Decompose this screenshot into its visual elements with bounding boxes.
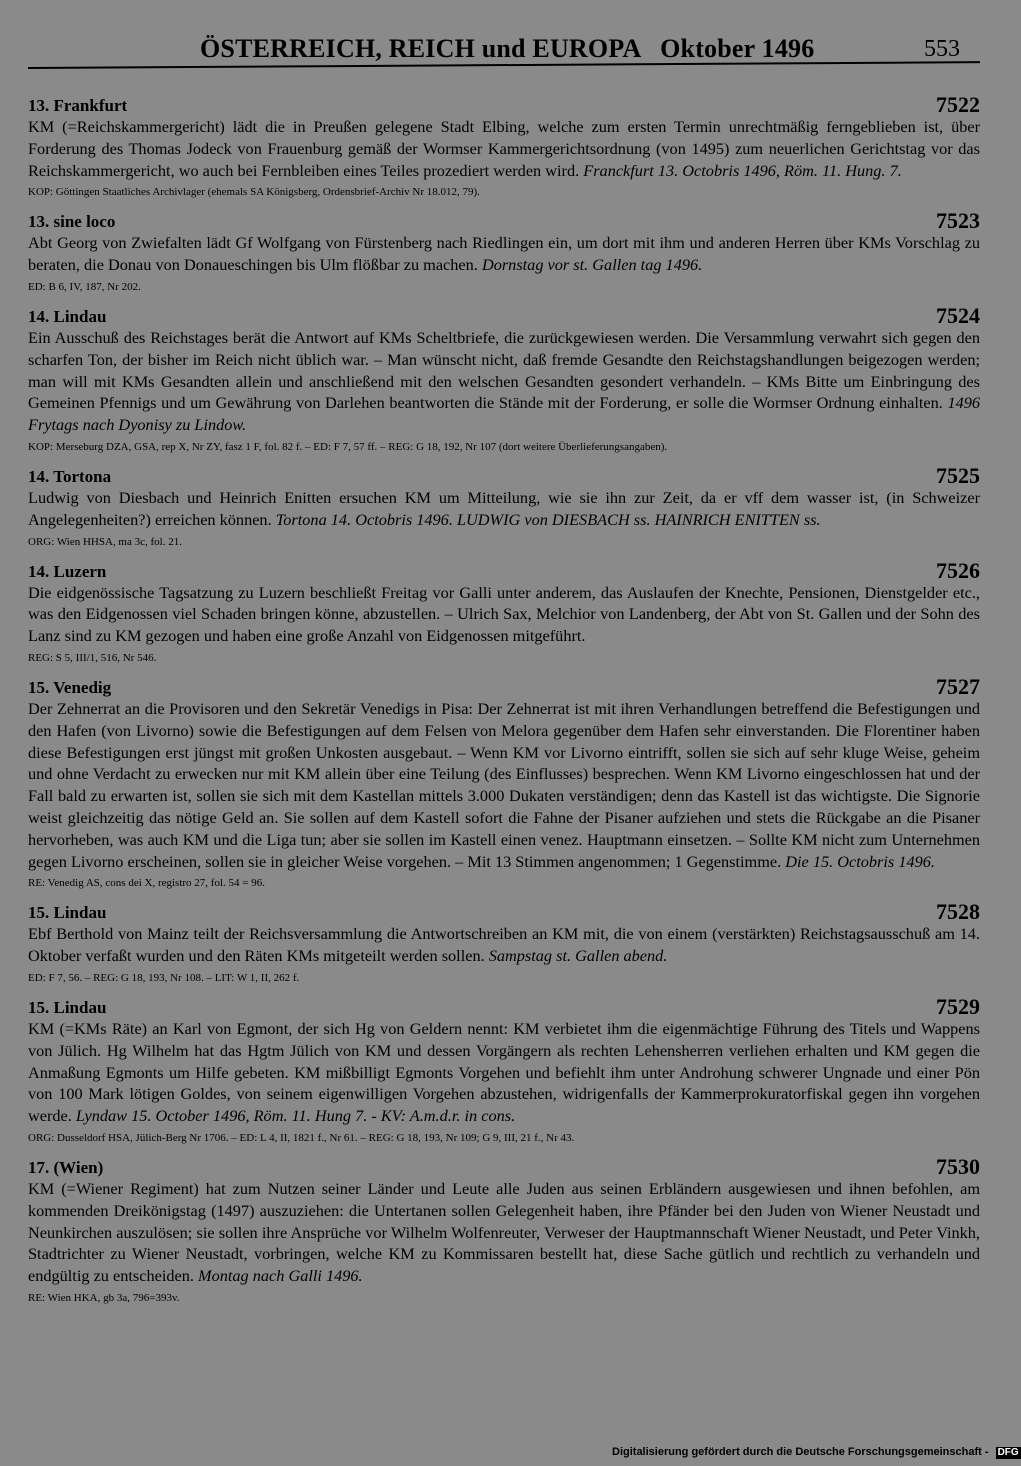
- entry-source: KOP: Göttingen Staatliches Archivlager (ehemals SA Königsberg, Ordensbrief-Archiv Nr 18.012, 79).: [28, 186, 480, 199]
- digitization-credit: [612, 1446, 1021, 1459]
- entry-date: 14. Luzern: [28, 561, 107, 581]
- regest-entry: [28, 92, 980, 200]
- regest-entry: [28, 674, 980, 891]
- regest-entry: [28, 303, 980, 455]
- credit-text: Digitalisierung gefördert durch die Deutsche Forschungsgemeinschaft -: [612, 1446, 989, 1458]
- page-number: 553: [924, 36, 960, 62]
- entry-body: KM (=Wiener Regiment) hat zum Nutzen seiner Länder und Leute alle Juden aus seinen Erbländern ausgewiesen und ihnen befohlen, am kommenden Dreikönigstag (1497) auszuziehen: die Untertanen sollen Gelegenheit haben, ihre Pfänder bei den Juden von Wiener Neustadt und Neunkirchen auszulösen; sie sollen ihre Ansprüche vor Wilhelm Wolfenreuter, Verweser der Hauptmannschaft Wiener Neustadt, und Peter Vinkh, Stadtrichter zu Wiener Neustadt, vorbringen, welche KM zu Kommissaren bestellt hat, diese Sache gütlich und rechtlich zu verhandeln und endgültig zu entscheiden.: [28, 1178, 980, 1286]
- entry-number: 7524: [936, 302, 980, 328]
- entry-body: KM (=KMs Räte) an Karl von Egmont, der sich Hg von Geldern nennt: KM verbietet ihm die eigenmächtige Führung des Titels und Wappens von Jülich. Hg Wilhelm hat das Hgtm Jülich von KM und dessen Vorgängern als rechten Lehensherren verliehen erhalten und KM gegen die Anmaßung Egmonts um Hilfe gebeten. KM mißbilligt Egmonts Vorgehen und befiehlt ihm unter Androhung schwerer Ungnade und einer Pön von 100 Mark lötigen Goldes, von seinem eigenwilligen Vorgehen abzustehen, widrigenfalls der Kammerprokuratorfiskal gegen ihn vorgehen werde.: [28, 1018, 980, 1126]
- entry-source: RE: Wien HKA, gb 3a, 796=393v.: [28, 1291, 180, 1304]
- entry-date: 14. Tortona: [28, 466, 112, 486]
- entry-body: Der Zehnerrat an die Provisoren und den Sekretär Venedigs in Pisa: Der Zehnerrat ist mit ihren Verhandlungen betreffend die Befestigungen und den Hafen (von Livorno) sowie die Befestigungen auf dem Felsen von Melora gegenüber dem Hafen sehr einverstanden. Die Florentiner haben diese Befestigungen erst jüngst mit großen Unkosten ausgebaut. – Wenn KM vor Livorno eintrifft, sollen sie sich auf sehr kluge Weise, geheim und ohne Verdacht zu erwecken nur mit KM allein über eine Teilung (des Einflusses) besprechen. Wenn KM Livorno eingeschlossen hat und der Fall bald zu erwarten ist, sollen sie sich mit dem Kastellan mittels 3.000 Dukaten verständigen; denn das Kastell ist das wichtigste. Die Signorie weist gleichzeitig das nötige Geld an. Sie sollen auf dem Kastell sofort die Fahne der Pisaner aufziehen und stets die Rückgabe an die Pisaner hervorheben, was auch KM und die Liga tun; aber sie sollen im Kastell einen venez. Hauptmann einsetzen. – Sollte KM nicht zum Unternehmen gegen Livorno erscheinen, sollen sie in gleicher Weise vorgehen. – Mit 13 Stimmen angenommen; 1 Gegenstimme.: [28, 698, 980, 871]
- entry-source: RE: Venedig AS, cons dei X, registro 27, fol. 54 = 96.: [28, 877, 265, 890]
- entry-text: [28, 698, 980, 872]
- regest-entry: [28, 994, 980, 1146]
- entry-source: KOP: Merseburg DZA, GSA, rep X, Nr ZY, fasz 1 F, fol. 82 f. – ED: F 7, 57 ff. – REG: G 18, 192, Nr 107 (dort weitere Überlieferungsangaben).: [28, 440, 668, 453]
- entry-date: 14. Lindau: [28, 306, 107, 326]
- entry-closing: Tortona 14. Octobris 1496. LUDWIG von DIESBACH ss. HAINRICH ENITTEN ss.: [275, 509, 821, 529]
- entry-number: 7528: [936, 899, 980, 925]
- entry-number: 7530: [936, 1153, 980, 1179]
- dfg-logo: DFG: [997, 1447, 1019, 1458]
- entry-text: [28, 116, 980, 181]
- entry-number: 7523: [936, 208, 980, 234]
- entry-text: [28, 582, 980, 647]
- regest-entry: [28, 558, 980, 666]
- entry-text: [28, 327, 980, 436]
- regest-entry: [28, 899, 980, 986]
- entry-closing: Die 15. Octobris 1496.: [785, 851, 935, 871]
- entry-body: Ludwig von Diesbach und Heinrich Enitten ersuchen KM um Mitteilung, wie sie ihn zur Zeit, da er vff dem wasser ist, (in Schweizer Angelegenheiten?) erreichen können.: [28, 487, 980, 529]
- regest-entry: [28, 463, 980, 550]
- entry-text: [28, 923, 980, 967]
- entry-closing: Dornstag vor st. Gallen tag 1496.: [481, 255, 703, 275]
- entry-date: 13. Frankfurt: [28, 96, 128, 115]
- entry-text: [28, 1018, 980, 1127]
- regest-entry: [28, 1154, 980, 1306]
- entry-closing: Franckfurt 13. Octobris 1496, Röm. 11. Hung. 7.: [583, 160, 902, 180]
- regesta-list: [28, 92, 980, 1314]
- entry-number: 7527: [936, 673, 980, 699]
- entry-closing: Lyndaw 15. October 1496, Röm. 11. Hung 7. - KV: A.m.d.r. in cons.: [75, 1106, 516, 1126]
- entry-number: 7525: [936, 462, 980, 488]
- entry-date: 13. sine loco: [28, 212, 116, 232]
- entry-date: 15. Venedig: [28, 677, 112, 697]
- regest-entry: [28, 208, 980, 295]
- entry-text: [28, 487, 980, 531]
- entry-text: [28, 232, 980, 276]
- entry-source: ORG: Wien HHSA, ma 3c, fol. 21.: [28, 535, 182, 548]
- entry-date: 17. (Wien): [28, 1157, 104, 1177]
- entry-date: 15. Lindau: [28, 997, 107, 1017]
- entry-body: Die eidgenössische Tagsatzung zu Luzern beschließt Freitag vor Galli unter anderem, das Auslaufen der Knechte, Pensionen, Dienstgelder etc., was den Eidgenossen viel Schaden bringen könne, abzustellen. – Ulrich Sax, Melchior von Landenberg, der Abt von St. Gallen und der Sohn des Lanz sind zu KM gezogen und haben eine große Anzahl von Eidgenossen mitgeführt.: [28, 582, 980, 646]
- entry-number: 7529: [936, 993, 980, 1019]
- running-title: ÖSTERREICH, REICH und EUROPA Oktober 1496: [200, 34, 815, 63]
- entry-body: Ein Ausschuß des Reichstages berät die Antwort auf KMs Scheltbriefe, die zurückgewiesen werden. Die Versammlung verwahrt sich gegen den scharfen Ton, der bisher im Reich nicht üblich war. – Man wünscht nicht, daß fremde Gesandte den Reichstagshandlungen beigezogen werden; man will mit KMs Gesandten allein und anschließend mit den welschen Gesandten gesondert verhandeln. – KMs Bitte um Einbringung des Gemeinen Pfennigs und um Gewährung von Darlehen beantworten die Stände mit der Forderung, er solle die Wormser Ordnung einhalten.: [28, 327, 980, 413]
- entry-body: KM (=Reichskammergericht) lädt die in Preußen gelegene Stadt Elbing, welche zum ersten Termin unrechtmäßig ferngeblieben ist, über Forderung des Thomas Jodeck von Frauenburg gemäß der Wormser Kammergerichtsordnung (von 1495) zum neuerlichen Gerichtstag vor das Reichskammergericht, wo auch bei Fernbleiben eines Teiles prozediert werden wird.: [28, 117, 980, 180]
- entry-closing: 1496 Frytags nach Dyonisy zu Lindow.: [28, 393, 980, 435]
- entry-source: ED: B 6, IV, 187, Nr 202.: [28, 280, 141, 293]
- entry-source: REG: S 5, III/1, 516, Nr 546.: [28, 651, 157, 664]
- entry-body: Abt Georg von Zwiefalten lädt Gf Wolfgang von Fürstenberg nach Riedlingen ein, um dort mit ihm und anderen Herren über KMs Vorschlag zu beraten, die Donau von Donaueschingen bis Ulm flößbar zu machen.: [28, 233, 980, 275]
- entry-closing: Sampstag st. Gallen abend.: [488, 946, 668, 966]
- entry-number: 7522: [936, 92, 980, 117]
- entry-number: 7526: [936, 557, 980, 583]
- entry-source: ED: F 7, 56. – REG: G 18, 193, Nr 108. – LIT: W 1, II, 262 f.: [28, 971, 300, 984]
- entry-source: ORG: Dusseldorf HSA, Jülich-Berg Nr 1706. – ED: L 4, II, 1821 f., Nr 61. – REG: G 18, 193, Nr 109; G 9, III, 21 f., Nr 43.: [28, 1131, 575, 1144]
- entry-text: [28, 1178, 980, 1287]
- entry-closing: Montag nach Galli 1496.: [198, 1266, 363, 1286]
- entry-date: 15. Lindau: [28, 903, 107, 923]
- entry-body: Ebf Berthold von Mainz teilt der Reichsversammlung die Antwortschreiben an KM mit, die von einem (verstärkten) Reichstagsausschuß am 14. Oktober verfaßt wurden und den Räten KMs mitgeteilt werden sollen.: [28, 924, 980, 966]
